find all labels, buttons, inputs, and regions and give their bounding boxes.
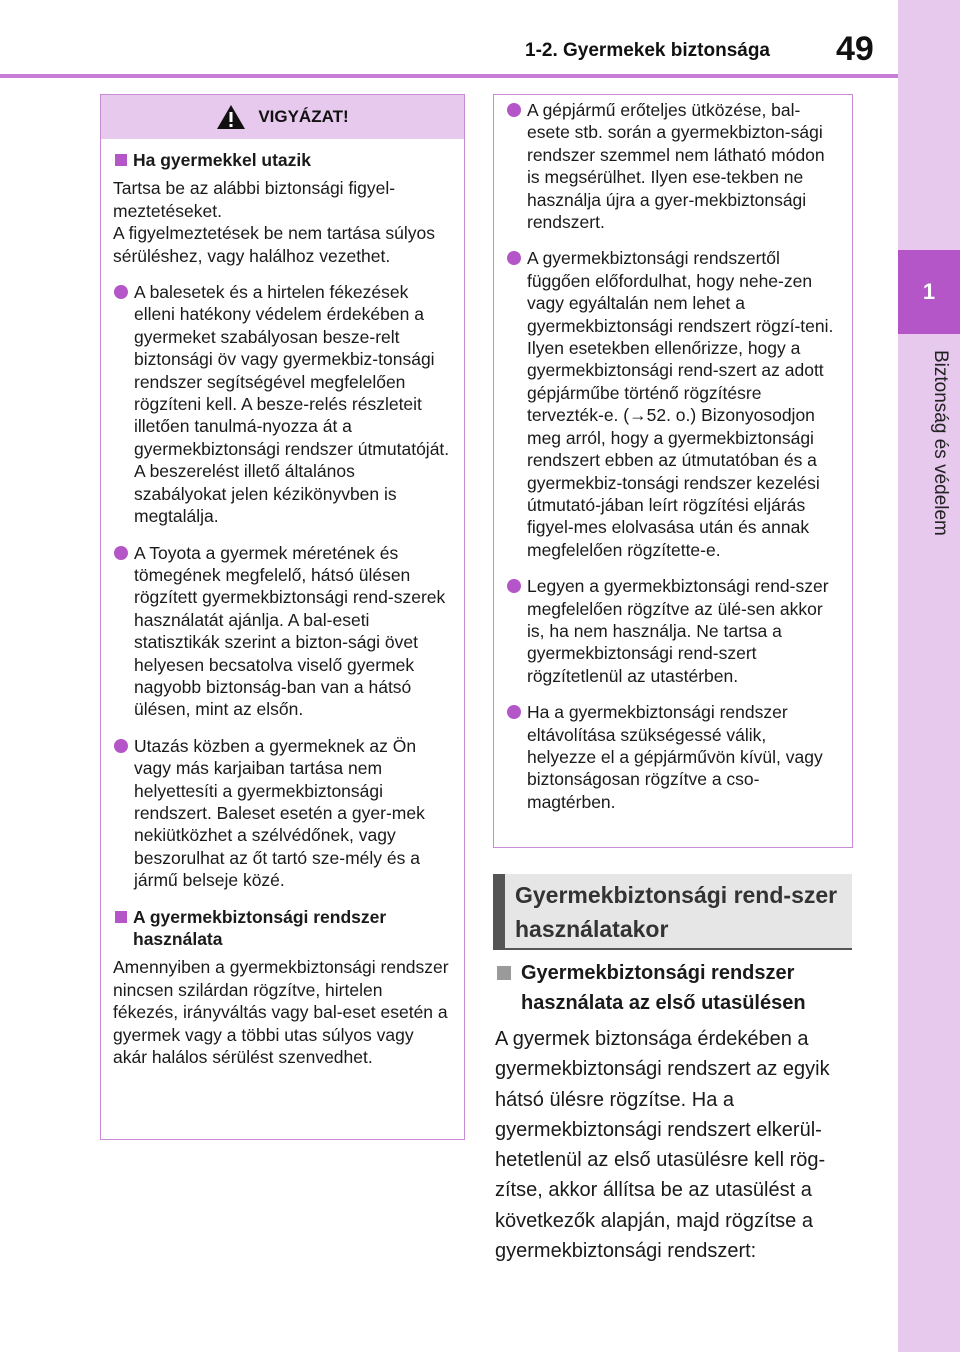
bullet-text: A Toyota a gyermek méretének és tömegének megfelelő, hátsó ülésen rögzített gyermekbiztonsági rend-szerek használatát ajánlja. A bal-eseti statisztikák szerint a bizton-sági övet helyesen becsatolva viselő gyermek nagyobb biztonság-ban van a hátsó ülésen, mint az elsőn. [134,542,446,720]
subheading-child-restraint-use [113,906,450,951]
round-bullet-icon [507,251,521,265]
bullet-text: A balesetek és a hirtelen fékezések elleni hatékony védelem érdekében a gyermeket szabályosan besze-relt biztonsági öv vagy gyermekbiz-tonsági rendszer segítségével megfelelően rögzíteni kell. A besze-relés részleteit illetően tanulmá-nyozza át a gyermekbiztonsági rendszer útmutatóját. A beszerelést illető általános szabályokat jelen kézikönyvben is megtalálja. [134,282,450,527]
bullet-item [113,735,450,892]
bullet-item [113,542,450,721]
header-rule [0,74,898,78]
subheading-front-seat [497,958,857,1018]
chapter-side-tab [898,0,960,1352]
body-paragraph: A gyermek biztonsága érdekében a gyermekbiztonsági rendszert az egyik hátsó ülésre rögzítse. Ha a gyermekbiztonsági rendszert elkerül-hetetlenül az első utasülésre kell rög-zítse, akkor állítsa be az utasülést a következők alapján, majd rögzítse a gyermekbiztonsági rendszert: [495,1028,830,1263]
subheading-text: A gyermekbiztonsági rendszer használata [133,906,387,949]
bullet-item [506,701,838,813]
round-bullet-icon [114,546,128,560]
bullet-item [113,281,450,527]
subheading-travelling-with-child [113,149,450,171]
square-bullet-icon [115,154,127,166]
round-bullet-icon [114,285,128,299]
section-heading: Gyermekbiztonsági rend-szer használatakor [493,874,852,950]
caution-title: VIGYÁZAT! [258,107,349,126]
square-bullet-icon [115,911,127,923]
bullet-text: A gépjármű erőteljes ütközése, bal-esete stb. során a gyermekbizton-sági rendszer szemmel nem látható módon is megsérülhet. Ilyen ese-tekben ne használja újra a gyer-mekbiztonsági rendszert. [527,100,825,233]
round-bullet-icon [507,579,521,593]
bullet-item [506,99,838,233]
bullet-text: Legyen a gyermekbiztonsági rend-szer megfelelően rögzítve az ülé-sen akkor is, ha nem használja. Ne tartsa a gyermekbiztonsági rend-szert rögzítetlenül az utastérben. [527,576,829,686]
subheading-text: Ha gyermekkel utazik [133,150,312,170]
bullet-text: Utazás közben a gyermeknek az Ön vagy más karjaiban tartása nem helyettesíti a gyermekbiztonsági rendszert. Baleset esetén a gyer-mek nekiütközhet a szélvédőnek, vagy beszorulhat az őt tartó sze-mély és a jármű belseje közé. [134,735,425,891]
section-title: 1-2. Gyermekek biztonsága [525,40,770,61]
round-bullet-icon [507,103,521,117]
chapter-number: 1 [898,250,960,334]
caution-box-right [493,94,853,848]
caution-header [101,95,464,139]
subheading-text: Gyermekbiztonsági rendszer használata az első utasülésen [521,962,806,1014]
chapter-label: Biztonság és védelem [930,350,951,536]
warning-intro-paragraph: Tartsa be az alábbi biztonsági figyel-meztetéseket. A figyelmeztetések be nem tartása súlyos sérüléshez, vagy halálhoz vezethet. [113,178,435,266]
bullet-item [506,247,838,561]
caution-box-left [100,94,465,1140]
restraint-use-paragraph: Amennyiben a gyermekbiztonsági rendszer nincsen szilárdan rögzítve, hirtelen fékezés, irányváltás vagy bal-eset esetén a gyermek vagy a többi utas súlyos vagy akár halálos sérülést szenvedhet. [113,957,449,1068]
section-heading-rule [493,948,852,950]
round-bullet-icon [114,739,128,753]
page-number: 49 [836,30,874,68]
square-bullet-icon [497,966,511,980]
bullet-item [506,575,838,687]
bullet-text: A gyermekbiztonsági rendszertől függően előfordulhat, hogy nehe-zen vagy egyáltalán nem lehet a gyermekbiztonsági rendszert rögzí-teni. Ilyen esetekben ellenőrizze, hogy a gyermekbiztonsági rend-szert az adott gépjárműbe történő rögzítésre tervezték-e. (→52. o.) Bizonyosodjon meg arról, hogy a gyermekbiztonsági rendszert ebben az útmutatóban és a gyermekbiz-tonsági rendszer kezelési útmutató-jában leírt rögzítési eljárás figyel-mes elolvasása után és annak megfelelően rögzítette-e. [527,248,834,560]
warning-triangle-icon [216,104,246,130]
round-bullet-icon [507,705,521,719]
bullet-text: Ha a gyermekbiztonsági rendszer eltávolítása szükségessé válik, helyezze el a gépjárművön kívül, vagy biztonságosan rögzítve a cso-magtérben. [527,702,823,812]
